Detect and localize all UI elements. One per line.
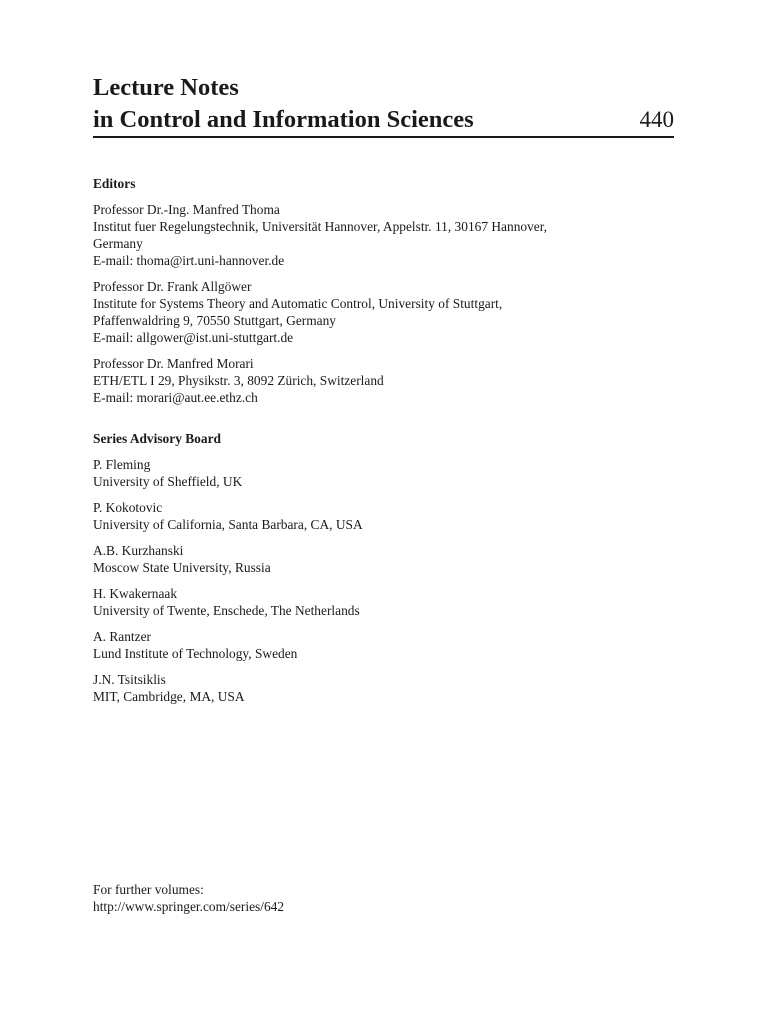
volume-number: 440 xyxy=(639,107,674,132)
board-member xyxy=(93,542,674,576)
editor-affiliation: Institute for Systems Theory and Automatic Control, University of Stuttgart, xyxy=(93,296,503,311)
board-member-name: P. Fleming xyxy=(93,457,151,472)
series-title-row xyxy=(93,104,674,136)
board-member-name: A. Rantzer xyxy=(93,629,152,644)
editor-name: Professor Dr. Frank Allgöwer xyxy=(93,279,252,294)
board-member-name: A.B. Kurzhanski xyxy=(93,543,184,558)
board-member-name: J.N. Tsitsiklis xyxy=(93,672,166,687)
editor-affiliation: Germany xyxy=(93,236,143,251)
editor-address: Pfaffenwaldring 9, 70550 Stuttgart, Germany xyxy=(93,313,336,328)
further-volumes-footer xyxy=(93,881,674,915)
series-title-line-2: in Control and Information Sciences xyxy=(93,106,474,133)
board-member-affiliation: University of Sheffield, UK xyxy=(93,474,243,489)
editors-heading: Editors xyxy=(93,176,136,191)
board-member-affiliation: Lund Institute of Technology, Sweden xyxy=(93,646,298,661)
board-member-affiliation: Moscow State University, Russia xyxy=(93,560,271,575)
board-member xyxy=(93,585,674,619)
editor-email: E-mail: thoma@irt.uni-hannover.de xyxy=(93,253,285,268)
board-member-affiliation: University of California, Santa Barbara, CA, USA xyxy=(93,517,363,532)
board-member xyxy=(93,671,674,705)
page-content xyxy=(93,175,674,714)
board-member xyxy=(93,499,674,533)
further-volumes-label: For further volumes: xyxy=(93,882,204,897)
editor-entry xyxy=(93,201,674,269)
editor-email: E-mail: morari@aut.ee.ethz.ch xyxy=(93,390,258,405)
editor-address: ETH/ETL I 29, Physikstr. 3, 8092 Zürich, Switzerland xyxy=(93,373,384,388)
board-member-affiliation: University of Twente, Enschede, The Netherlands xyxy=(93,603,360,618)
document-page xyxy=(93,0,674,1024)
advisory-board-heading: Series Advisory Board xyxy=(93,431,221,446)
header-rule xyxy=(93,136,674,138)
editor-affiliation: Institut fuer Regelungstechnik, Universität Hannover, Appelstr. 11, 30167 Hannover, xyxy=(93,219,547,234)
board-member-name: H. Kwakernaak xyxy=(93,586,178,601)
editor-entry xyxy=(93,278,674,346)
board-member xyxy=(93,628,674,662)
editor-name: Professor Dr.-Ing. Manfred Thoma xyxy=(93,202,280,217)
advisory-board-section xyxy=(93,430,674,705)
series-url: http://www.springer.com/series/642 xyxy=(93,899,285,914)
series-title-line-1: Lecture Notes xyxy=(93,74,239,101)
editor-name: Professor Dr. Manfred Morari xyxy=(93,356,254,371)
board-member-affiliation: MIT, Cambridge, MA, USA xyxy=(93,689,245,704)
board-member-name: P. Kokotovic xyxy=(93,500,163,515)
series-header xyxy=(93,72,674,136)
editor-entry xyxy=(93,355,674,406)
editor-email: E-mail: allgower@ist.uni-stuttgart.de xyxy=(93,330,294,345)
board-member xyxy=(93,456,674,490)
